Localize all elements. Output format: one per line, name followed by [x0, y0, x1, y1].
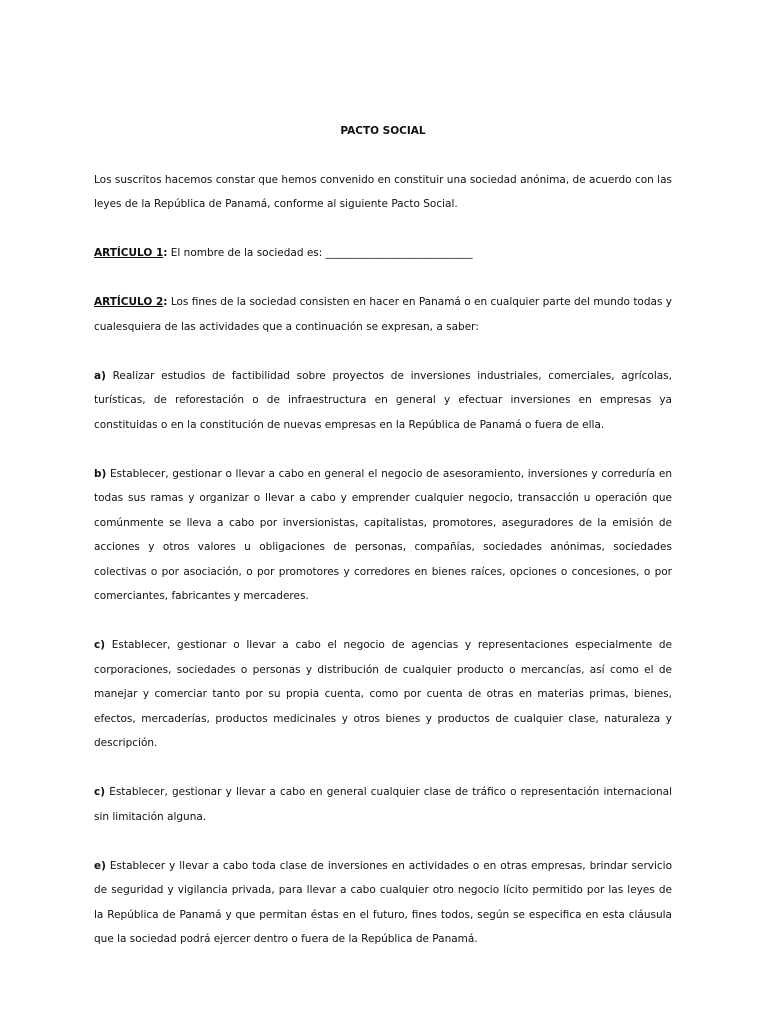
company-name-blank: ____________________________ [325, 247, 473, 259]
item-text: Establecer, gestionar y llevar a cabo en general cualquier clase de tráfico o representación internacional sin limitación alguna. [94, 786, 672, 823]
article-1-label: ARTÍCULO 1 [94, 247, 164, 259]
article-2-colon: : [163, 296, 168, 308]
item-text: Realizar estudios de factibilidad sobre proyectos de inversiones industriales, comerciales, agrícolas, turísticas, de reforestación o de infraestructura en general y efectuar inversiones en empresas ya constituidas o en la constitución de nuevas empresas en la República de Panamá o fuera de ella. [94, 369, 672, 431]
article-2-label: ARTÍCULO 2 [94, 296, 164, 308]
item-text: Establecer, gestionar o llevar a cabo el negocio de agencias y representaciones especialmente de corporaciones, sociedades o personas y distribución de cualquier producto o mercancías, así como el de manejar y comerciar tanto por su propia cuenta, como por cuenta de otras en materias primas, bienes, efectos, mercaderías, productos medicinales y otros bienes y productos de cualquier clase, naturaleza y descripción. [94, 639, 672, 749]
intro-paragraph: Los suscritos hacemos constar que hemos convenido en constituir una sociedad anónima, de acuerdo con las leyes de la República de Panamá, conforme al siguiente Pacto Social. [94, 173, 672, 210]
document-page [94, 119, 672, 976]
article-1-colon: : [163, 247, 168, 259]
article-2-text: Los fines de la sociedad consisten en hacer en Panamá o en cualquier parte del mundo todas y cualesquiera de las actividades que a continuación se expresan, a saber: [94, 296, 672, 333]
article-1-paragraph [94, 241, 672, 266]
document-title: PACTO SOCIAL [340, 125, 426, 137]
item-text: Establecer y llevar a cabo toda clase de inversiones en actividades o en otras empresas, brindar servicio de seguridad y vigilancia privada, para llevar a cabo cualquier otro negocio lícito permitido por las leyes de la República de Panamá y que permitan éstas en el futuro, fines todos, según se especifica en esta cláusula que la sociedad podrá ejercer dentro o fuera de la República de Panamá. [94, 859, 672, 945]
item-label: a) [94, 369, 106, 382]
item-label: b) [94, 467, 107, 480]
item-paragraph-a [94, 364, 672, 438]
item-paragraph-b [94, 462, 672, 609]
article-1-text: El nombre de la sociedad es: [167, 247, 326, 259]
item-paragraph-e [94, 854, 672, 952]
item-label: c) [94, 639, 106, 651]
item-paragraph-c [94, 633, 672, 756]
item-label: e) [94, 859, 106, 872]
article-2-paragraph [94, 290, 672, 339]
item-paragraph-c-second [94, 780, 672, 829]
item-text: Establecer, gestionar o llevar a cabo en general el negocio de asesoramiento, inversiones y correduría en todas sus ramas y organizar o llevar a cabo y emprender cualquier negocio, transacción u operación que comúnmente se lleva a cabo por inversionistas, capitalistas, promotores, aseguradores de la emisión de acciones y otros valores u obligaciones de personas, compañías, sociedades anónimas, sociedades colectivas o por asociación, o por promotores y corredores en bienes raíces, opciones o concesiones, o por comerciantes, fabricantes y mercaderes. [94, 467, 672, 602]
item-label: c) [94, 786, 106, 798]
